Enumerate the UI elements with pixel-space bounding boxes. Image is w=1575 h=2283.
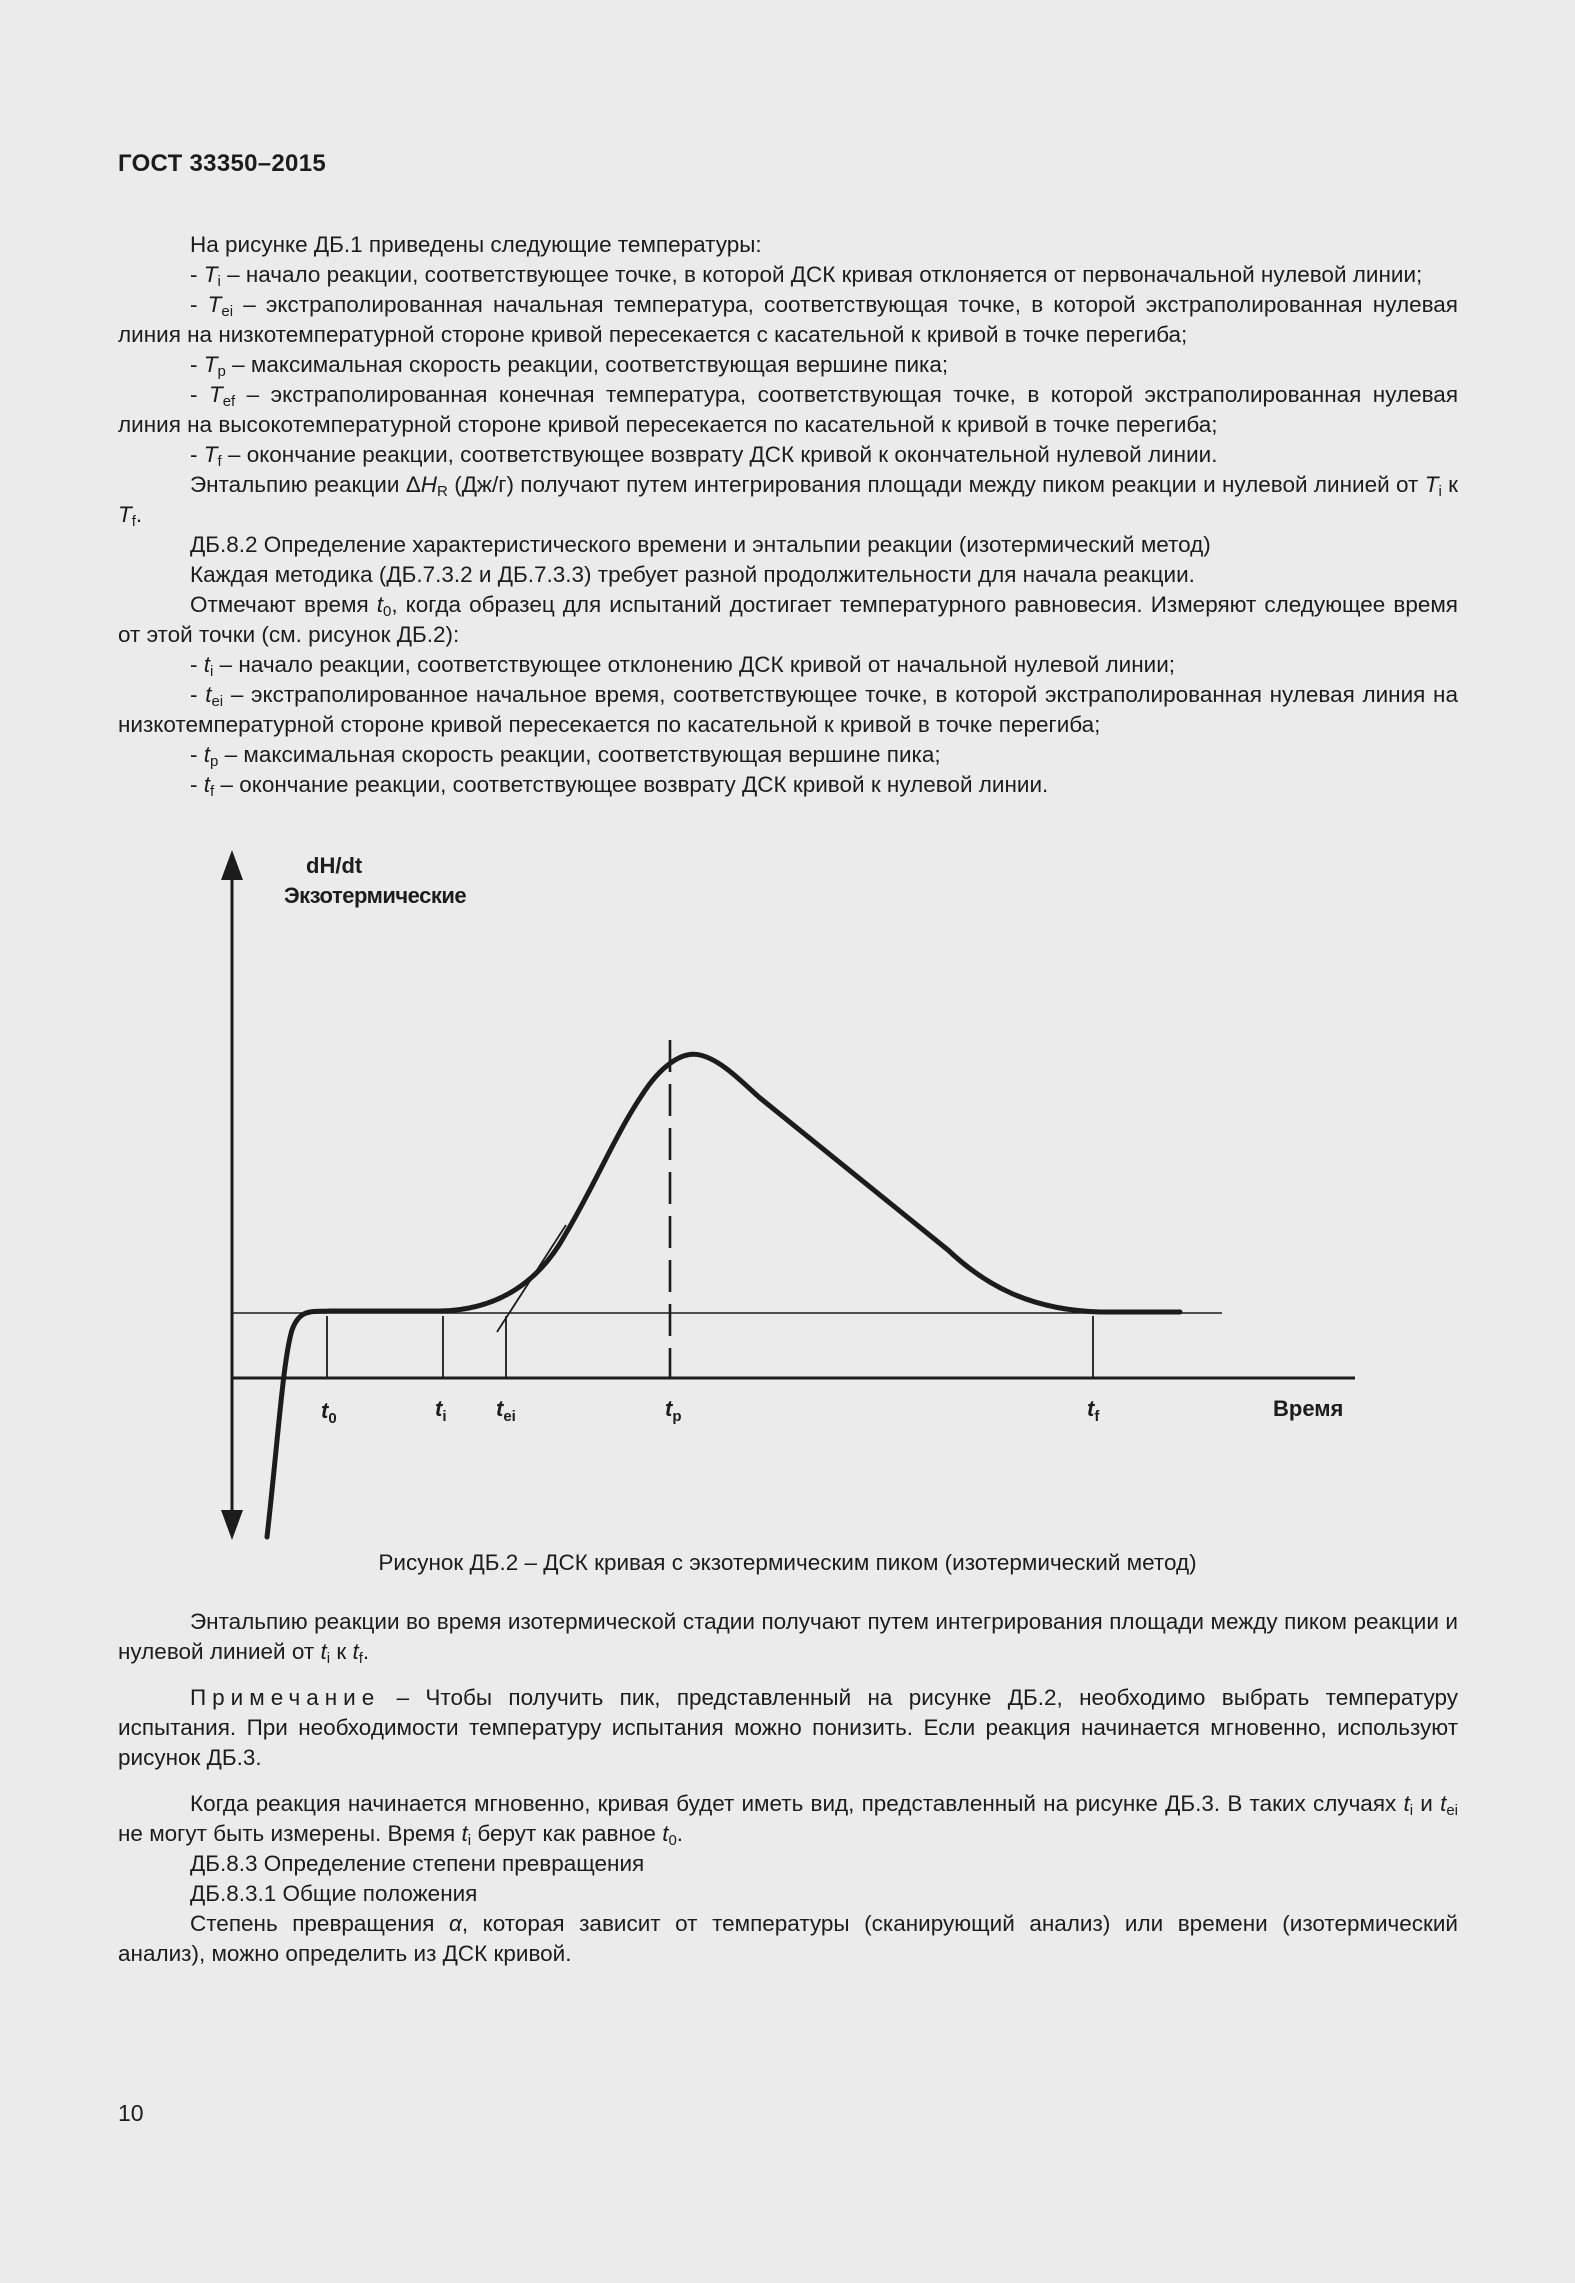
subsection-heading: ДБ.8.3.1 Общие положения bbox=[190, 1881, 478, 1906]
section-heading: ДБ.8.3 Определение степени превращения bbox=[190, 1851, 645, 1876]
marker-label-ti: $t_i$ bbox=[435, 1396, 447, 1425]
page-number: 10 bbox=[118, 2100, 144, 2126]
list-item-tf: - $t_f$ – окончание реакции, соответствующее возврату ДСК кривой к нулевой линии. bbox=[190, 772, 1049, 800]
y-axis-sublabel: Экзотермические bbox=[284, 883, 467, 908]
paragraph: На рисунке ДБ.1 приведены следующие температуры: bbox=[190, 232, 762, 257]
text-block-2 bbox=[118, 1607, 1458, 1969]
y-axis-label: dH/dt bbox=[306, 853, 363, 878]
paragraph-t0: Отмечают время $t_0$, когда образец для испытаний достигает температурного равновесия. Измеряют следующее время от этой точки (см. рисунок ДБ.2): bbox=[118, 592, 1458, 647]
y-axis-arrow-down bbox=[221, 1510, 243, 1540]
paragraph-enthalpy: Энтальпию реакции $\Delta H_R$ (Дж/г) получают путем интегрирования площади между пиком реакции и нулевой линией от $T_i$ к $T_f$. bbox=[118, 472, 1458, 530]
paragraph-conversion-degree: Степень превращения α, которая зависит от температуры (сканирующий анализ) или времени (изотермический анализ), можно определить из ДСК кривой. bbox=[118, 1911, 1458, 1966]
marker-label-tei: $t_{ei}$ bbox=[496, 1396, 516, 1425]
list-item-tp: - $t_p$ – максимальная скорость реакции, соответствующая вершине пика; bbox=[190, 742, 941, 770]
paragraph-isothermal-enthalpy: Энтальпию реакции во время изотермической стадии получают путем интегрирования площади между пиком реакции и нулевой линией от $t_i$ к $t_f$. bbox=[118, 1609, 1458, 1667]
figure-caption: Рисунок ДБ.2 – ДСК кривая с экзотермическим пиком (изотермический метод) bbox=[378, 1550, 1197, 1575]
list-item-Tef: - $T_{ef}$ – экстраполированная конечная температура, соответствующая точке, в которой экстраполированная нулевая линия на высокотемпературной стороне кривой пересекается по касательной к кривой в точке перегиба; bbox=[118, 382, 1459, 437]
document-header: ГОСТ 33350–2015 bbox=[118, 150, 326, 177]
list-item-tei: - $t_{ei}$ – экстраполированное начальное время, соответствующее точке, в которой экстраполированная нулевая линия на низкотемпературной стороне кривой пересекается по касательной к кривой в точке перегиба; bbox=[118, 682, 1458, 737]
paragraph-instant-reaction: Когда реакция начинается мгновенно, кривая будет иметь вид, представленный на рисунке ДБ.3. В таких случаях $t_i$ и $t_{ei}$ не могут быть измерены. Время $t_i$ берут как равное $t_0$. bbox=[118, 1791, 1459, 1849]
dsc-curve bbox=[267, 1054, 1180, 1537]
list-item-Ti: - $T_i$ – начало реакции, соответствующее точке, в которой ДСК кривая отклоняется от первоначальной нулевой линии; bbox=[190, 262, 1423, 290]
x-axis-label: Время bbox=[1273, 1396, 1344, 1421]
text-block-1 bbox=[118, 230, 1458, 800]
y-axis-arrow-up bbox=[221, 850, 243, 880]
list-item-Tf: - $T_f$ – окончание реакции, соответствующее возврату ДСК кривой к окончательной нулевой линии. bbox=[190, 442, 1218, 470]
marker-label-tp: $t_p$ bbox=[665, 1396, 682, 1425]
list-item-Tei: - $T_{ei}$ – экстраполированная начальная температура, соответствующая точке, в которой экстраполированная нулевая линия на низкотемпературной стороне кривой пересекается с касательной к кривой в точке перегиба; bbox=[118, 292, 1458, 347]
dsc-figure bbox=[0, 840, 1575, 1560]
marker-label-tf: $t_f$ bbox=[1087, 1396, 1100, 1425]
section-heading: ДБ.8.2 Определение характеристического времени и энтальпии реакции (изотермический метод) bbox=[190, 532, 1211, 557]
paragraph: Каждая методика (ДБ.7.3.2 и ДБ.7.3.3) требует разной продолжительности для начала реакции. bbox=[190, 562, 1195, 587]
list-item-Tp: - $T_p$ – максимальная скорость реакции, соответствующая вершине пика; bbox=[190, 352, 949, 380]
dsc-curve-diagram bbox=[0, 840, 1575, 1560]
list-item-ti: - $t_i$ – начало реакции, соответствующее отклонению ДСК кривой от начальной нулевой линии; bbox=[190, 652, 1176, 680]
note: Примечание – Чтобы получить пик, представленный на рисунке ДБ.2, необходимо выбрать температуру испытания. При необходимости температуру испытания можно понизить. Если реакция начинается мгновенно, используют рисунок ДБ.3. bbox=[118, 1685, 1458, 1770]
marker-label-t0: $t_0$ bbox=[321, 1398, 337, 1427]
